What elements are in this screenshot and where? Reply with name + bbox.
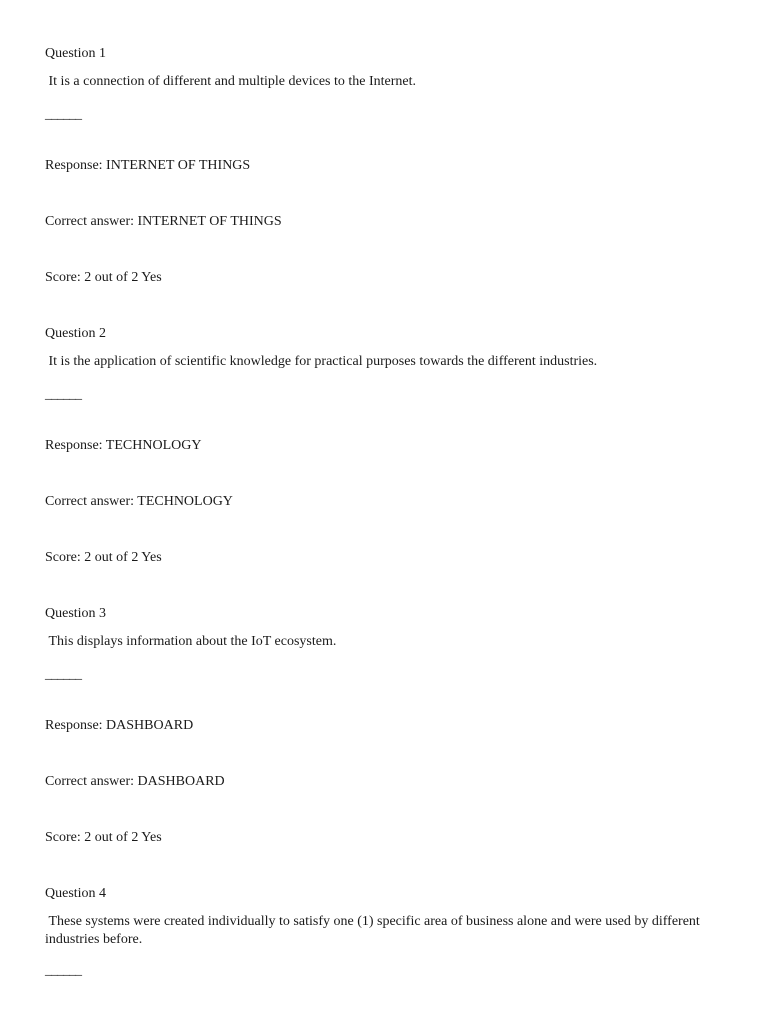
score-text: Score: 2 out of 2 Yes	[45, 550, 162, 565]
question-prompt: These systems were created individually to satisfy one (1) specific area of business alone and were used by different industries before.	[45, 914, 704, 947]
question-prompt: It is the application of scientific knowledge for practical purposes towards the different industries.	[45, 354, 598, 369]
answer-blank: ______	[45, 667, 81, 682]
response-text: Response: INTERNET OF THINGS	[45, 158, 251, 173]
score-text: Score: 2 out of 2 Yes	[45, 270, 162, 285]
response-text: Response: DASHBOARD	[45, 718, 194, 733]
correct-answer-text: Correct answer: INTERNET OF THINGS	[45, 214, 282, 229]
question-prompt: It is a connection of different and multiple devices to the Internet.	[45, 74, 417, 89]
question-label: Question 4	[45, 886, 107, 901]
answer-blank: ______	[45, 387, 81, 402]
answer-blank: ______	[45, 107, 81, 122]
question-label: Question 3	[45, 606, 107, 621]
question-label: Question 1	[45, 46, 107, 61]
correct-answer-text: Correct answer: TECHNOLOGY	[45, 494, 233, 509]
response-text: Response: TECHNOLOGY	[45, 438, 202, 453]
question-label: Question 2	[45, 326, 107, 341]
answer-blank: ______	[45, 963, 81, 978]
correct-answer-text: Correct answer: DASHBOARD	[45, 774, 225, 789]
question-prompt: This displays information about the IoT ecosystem.	[45, 634, 337, 649]
score-text: Score: 2 out of 2 Yes	[45, 830, 162, 845]
